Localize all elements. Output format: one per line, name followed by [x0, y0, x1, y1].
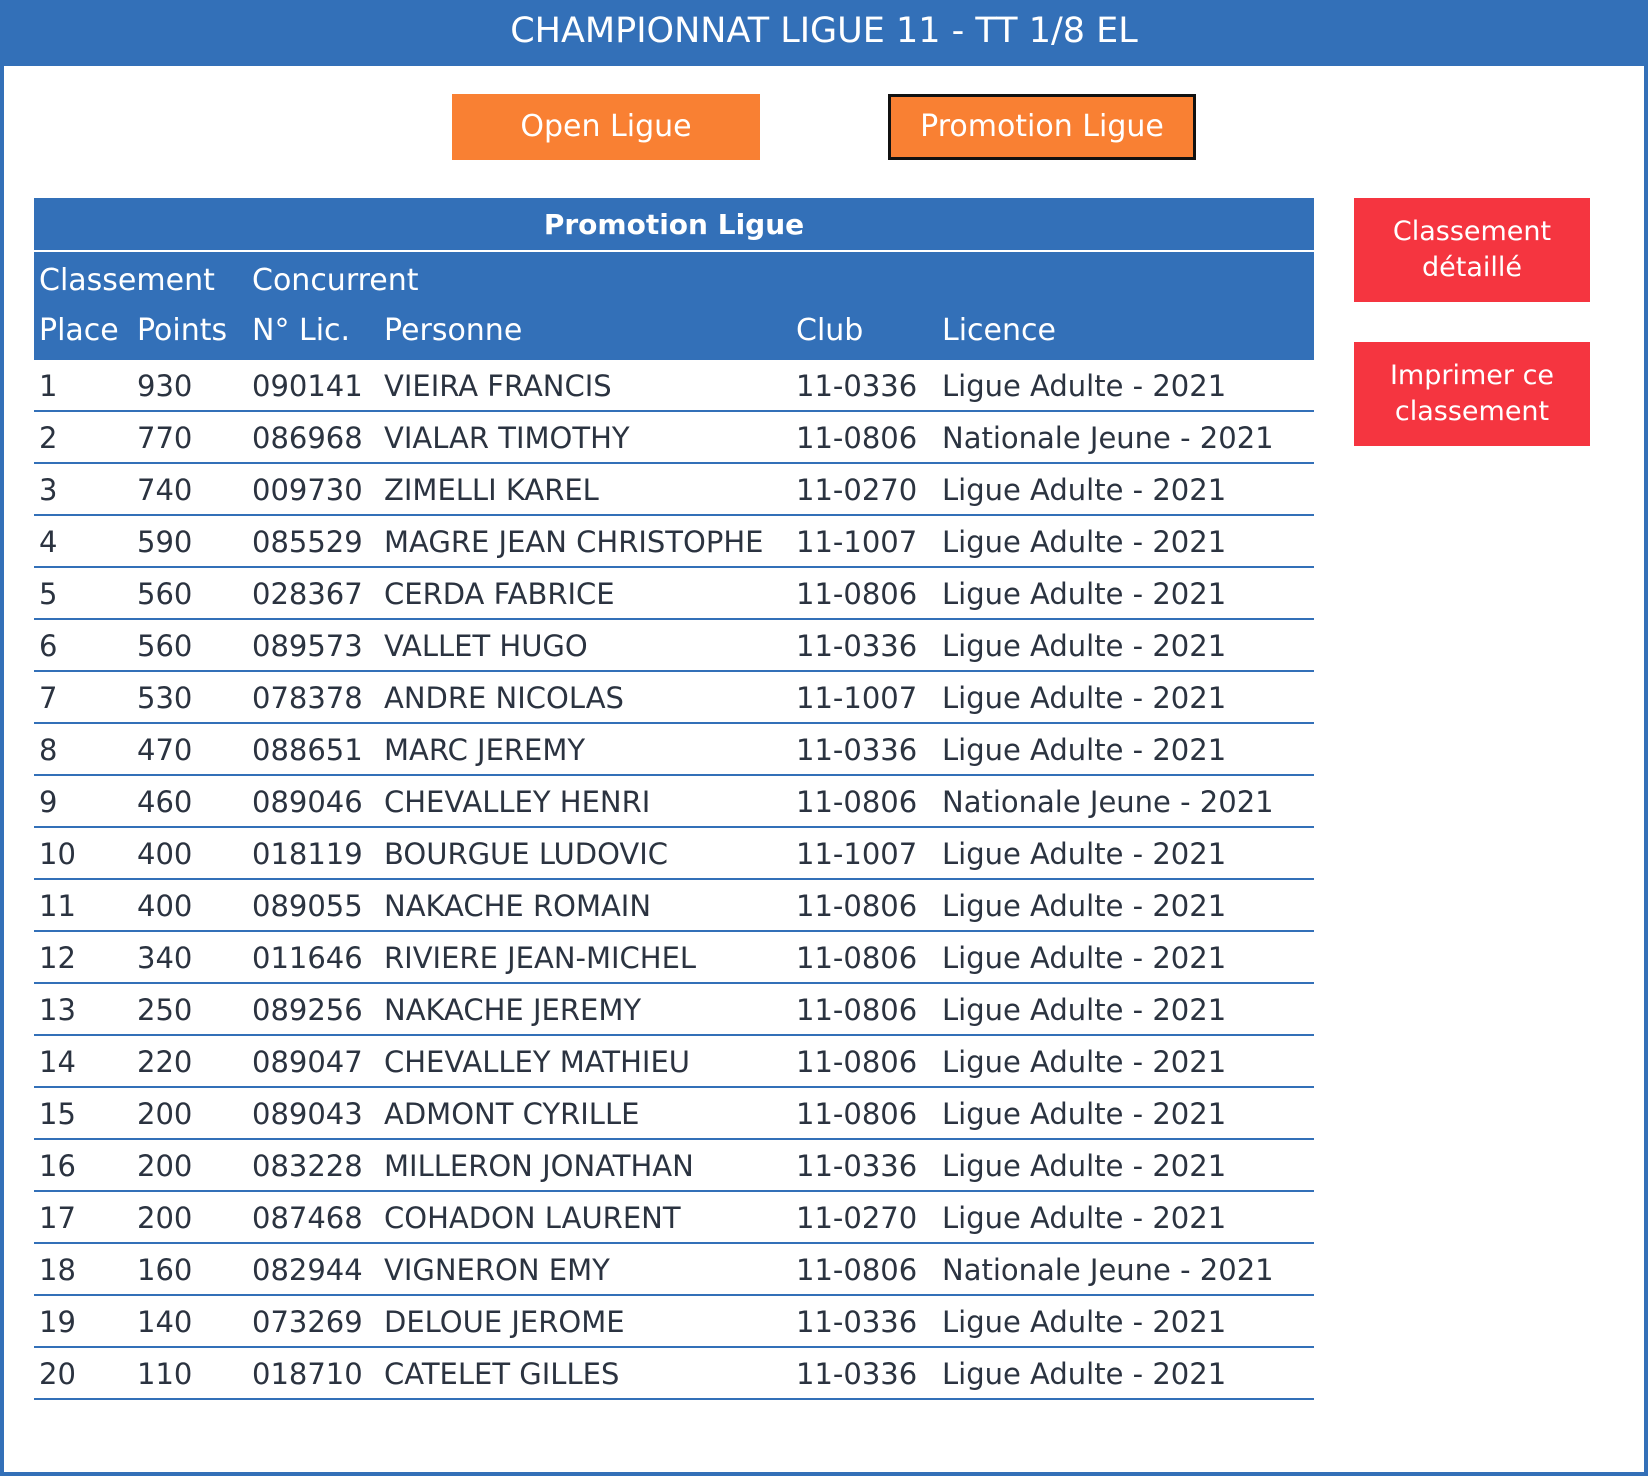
row-place: 1 [39, 369, 58, 403]
print-ranking-button[interactable]: Imprimer ce classement [1354, 342, 1590, 446]
row-club: 11-0806 [796, 1045, 918, 1079]
row-license-number: 089046 [252, 785, 363, 819]
row-licence: Ligue Adulte - 2021 [942, 941, 1227, 975]
row-licence: Ligue Adulte - 2021 [942, 1149, 1227, 1183]
row-license-number: 090141 [252, 369, 363, 403]
row-license-number: 018710 [252, 1357, 363, 1391]
row-license-number: 028367 [252, 577, 363, 611]
row-points: 250 [137, 993, 193, 1027]
row-licence: Ligue Adulte - 2021 [942, 681, 1227, 715]
row-licence: Ligue Adulte - 2021 [942, 1201, 1227, 1235]
row-license-number: 018119 [252, 837, 363, 871]
row-club: 11-0270 [796, 473, 918, 507]
row-place: 6 [39, 629, 58, 663]
row-club: 11-0336 [796, 1305, 918, 1339]
row-place: 13 [39, 993, 76, 1027]
row-points: 930 [137, 369, 193, 403]
row-license-number: 011646 [252, 941, 363, 975]
row-points: 340 [137, 941, 193, 975]
row-points: 560 [137, 629, 193, 663]
row-person: NAKACHE ROMAIN [384, 889, 652, 923]
table-row [34, 1348, 1314, 1400]
row-license-number: 089256 [252, 993, 363, 1027]
row-person: VALLET HUGO [384, 629, 588, 663]
table-row [34, 1036, 1314, 1088]
row-club: 11-0806 [796, 1097, 918, 1131]
row-place: 3 [39, 473, 58, 507]
row-points: 200 [137, 1201, 193, 1235]
row-points: 140 [137, 1305, 193, 1339]
row-person: COHADON LAURENT [384, 1201, 681, 1235]
row-license-number: 089055 [252, 889, 363, 923]
row-person: DELOUE JEROME [384, 1305, 625, 1339]
table-row [34, 620, 1314, 672]
row-person: VIEIRA FRANCIS [384, 369, 612, 403]
row-place: 20 [39, 1357, 76, 1391]
row-licence: Ligue Adulte - 2021 [942, 1097, 1227, 1131]
table-row [34, 568, 1314, 620]
row-club: 11-0336 [796, 1149, 918, 1183]
table-row [34, 1140, 1314, 1192]
row-license-number: 078378 [252, 681, 363, 715]
column-header-club: Club [796, 313, 864, 348]
row-points: 110 [137, 1357, 193, 1391]
row-place: 7 [39, 681, 58, 715]
row-person: VIGNERON EMY [384, 1253, 610, 1287]
row-license-number: 089047 [252, 1045, 363, 1079]
table-row [34, 776, 1314, 828]
tab-promotion-ligue[interactable]: Promotion Ligue [888, 94, 1196, 160]
table-row [34, 1244, 1314, 1296]
row-club: 11-0806 [796, 421, 918, 455]
row-points: 220 [137, 1045, 193, 1079]
column-header-license-number: N° Lic. [252, 313, 351, 348]
row-person: ADMONT CYRILLE [384, 1097, 640, 1131]
ranking-table-body [34, 360, 1314, 1400]
row-points: 560 [137, 577, 193, 611]
row-license-number: 087468 [252, 1201, 363, 1235]
row-licence: Ligue Adulte - 2021 [942, 889, 1227, 923]
row-licence: Ligue Adulte - 2021 [942, 369, 1227, 403]
row-club: 11-0806 [796, 941, 918, 975]
row-license-number: 089043 [252, 1097, 363, 1131]
row-license-number: 082944 [252, 1253, 363, 1287]
column-header-licence: Licence [942, 313, 1056, 348]
table-row [34, 1296, 1314, 1348]
row-points: 740 [137, 473, 193, 507]
detailed-ranking-button[interactable]: Classement détaillé [1354, 198, 1590, 302]
column-header-points: Points [137, 313, 228, 348]
row-place: 15 [39, 1097, 76, 1131]
row-person: MILLERON JONATHAN [384, 1149, 694, 1183]
table-row [34, 828, 1314, 880]
column-header-person: Personne [384, 313, 523, 348]
row-club: 11-0336 [796, 369, 918, 403]
table-row [34, 984, 1314, 1036]
row-licence: Ligue Adulte - 2021 [942, 837, 1227, 871]
group-header-concurrent: Concurrent [252, 263, 419, 298]
row-person: ZIMELLI KAREL [384, 473, 599, 507]
column-header-place: Place [39, 313, 119, 348]
ranking-table-header [34, 198, 1314, 360]
row-license-number: 009730 [252, 473, 363, 507]
row-place: 19 [39, 1305, 76, 1339]
row-license-number: 083228 [252, 1149, 363, 1183]
row-person: BOURGUE LUDOVIC [384, 837, 669, 871]
column-group-row [34, 252, 1314, 306]
tab-open-ligue[interactable]: Open Ligue [452, 94, 760, 160]
row-license-number: 089573 [252, 629, 363, 663]
row-license-number: 085529 [252, 525, 363, 559]
row-licence: Ligue Adulte - 2021 [942, 577, 1227, 611]
row-licence: Nationale Jeune - 2021 [942, 785, 1274, 819]
row-person: CATELET GILLES [384, 1357, 620, 1391]
row-place: 11 [39, 889, 76, 923]
row-license-number: 086968 [252, 421, 363, 455]
page-title: CHAMPIONNAT LIGUE 11 - TT 1/8 EL [0, 0, 1648, 66]
row-license-number: 088651 [252, 733, 363, 767]
row-place: 9 [39, 785, 58, 819]
row-points: 470 [137, 733, 193, 767]
row-points: 400 [137, 889, 193, 923]
row-licence: Ligue Adulte - 2021 [942, 1357, 1227, 1391]
row-club: 11-0270 [796, 1201, 918, 1235]
row-place: 14 [39, 1045, 76, 1079]
table-caption: Promotion Ligue [34, 198, 1314, 252]
table-row [34, 516, 1314, 568]
row-points: 530 [137, 681, 193, 715]
ranking-table [34, 198, 1314, 1400]
row-place: 8 [39, 733, 58, 767]
row-club: 11-0806 [796, 993, 918, 1027]
table-row [34, 724, 1314, 776]
row-points: 160 [137, 1253, 193, 1287]
row-club: 11-0336 [796, 629, 918, 663]
row-person: MARC JEREMY [384, 733, 586, 767]
row-place: 10 [39, 837, 76, 871]
row-place: 16 [39, 1149, 76, 1183]
row-licence: Ligue Adulte - 2021 [942, 1045, 1227, 1079]
row-place: 2 [39, 421, 58, 455]
table-row [34, 932, 1314, 984]
row-person: CHEVALLEY MATHIEU [384, 1045, 691, 1079]
row-licence: Ligue Adulte - 2021 [942, 733, 1227, 767]
row-person: MAGRE JEAN CHRISTOPHE [384, 525, 764, 559]
row-place: 18 [39, 1253, 76, 1287]
row-licence: Ligue Adulte - 2021 [942, 993, 1227, 1027]
table-row [34, 464, 1314, 516]
row-points: 400 [137, 837, 193, 871]
table-row [34, 1088, 1314, 1140]
row-club: 11-1007 [796, 681, 918, 715]
table-row [34, 412, 1314, 464]
row-club: 11-1007 [796, 525, 918, 559]
row-place: 5 [39, 577, 58, 611]
row-person: CHEVALLEY HENRI [384, 785, 651, 819]
row-person: VIALAR TIMOTHY [384, 421, 630, 455]
table-row [34, 880, 1314, 932]
row-points: 200 [137, 1149, 193, 1183]
row-person: CERDA FABRICE [384, 577, 615, 611]
column-header-row [34, 306, 1314, 360]
row-person: ANDRE NICOLAS [384, 681, 624, 715]
row-place: 4 [39, 525, 58, 559]
row-license-number: 073269 [252, 1305, 363, 1339]
row-club: 11-0336 [796, 733, 918, 767]
row-points: 200 [137, 1097, 193, 1131]
row-club: 11-0806 [796, 889, 918, 923]
row-place: 12 [39, 941, 76, 975]
row-person: RIVIERE JEAN-MICHEL [384, 941, 697, 975]
row-place: 17 [39, 1201, 76, 1235]
row-licence: Nationale Jeune - 2021 [942, 421, 1274, 455]
row-club: 11-0806 [796, 785, 918, 819]
row-points: 770 [137, 421, 193, 455]
row-points: 590 [137, 525, 193, 559]
row-licence: Ligue Adulte - 2021 [942, 473, 1227, 507]
group-header-classement: Classement [39, 263, 215, 298]
row-licence: Ligue Adulte - 2021 [942, 629, 1227, 663]
table-row [34, 1192, 1314, 1244]
row-club: 11-0336 [796, 1357, 918, 1391]
row-licence: Nationale Jeune - 2021 [942, 1253, 1274, 1287]
table-row [34, 672, 1314, 724]
row-club: 11-0806 [796, 577, 918, 611]
row-person: NAKACHE JEREMY [384, 993, 642, 1027]
row-club: 11-1007 [796, 837, 918, 871]
row-licence: Ligue Adulte - 2021 [942, 1305, 1227, 1339]
table-row [34, 360, 1314, 412]
row-club: 11-0806 [796, 1253, 918, 1287]
row-licence: Ligue Adulte - 2021 [942, 525, 1227, 559]
row-points: 460 [137, 785, 193, 819]
